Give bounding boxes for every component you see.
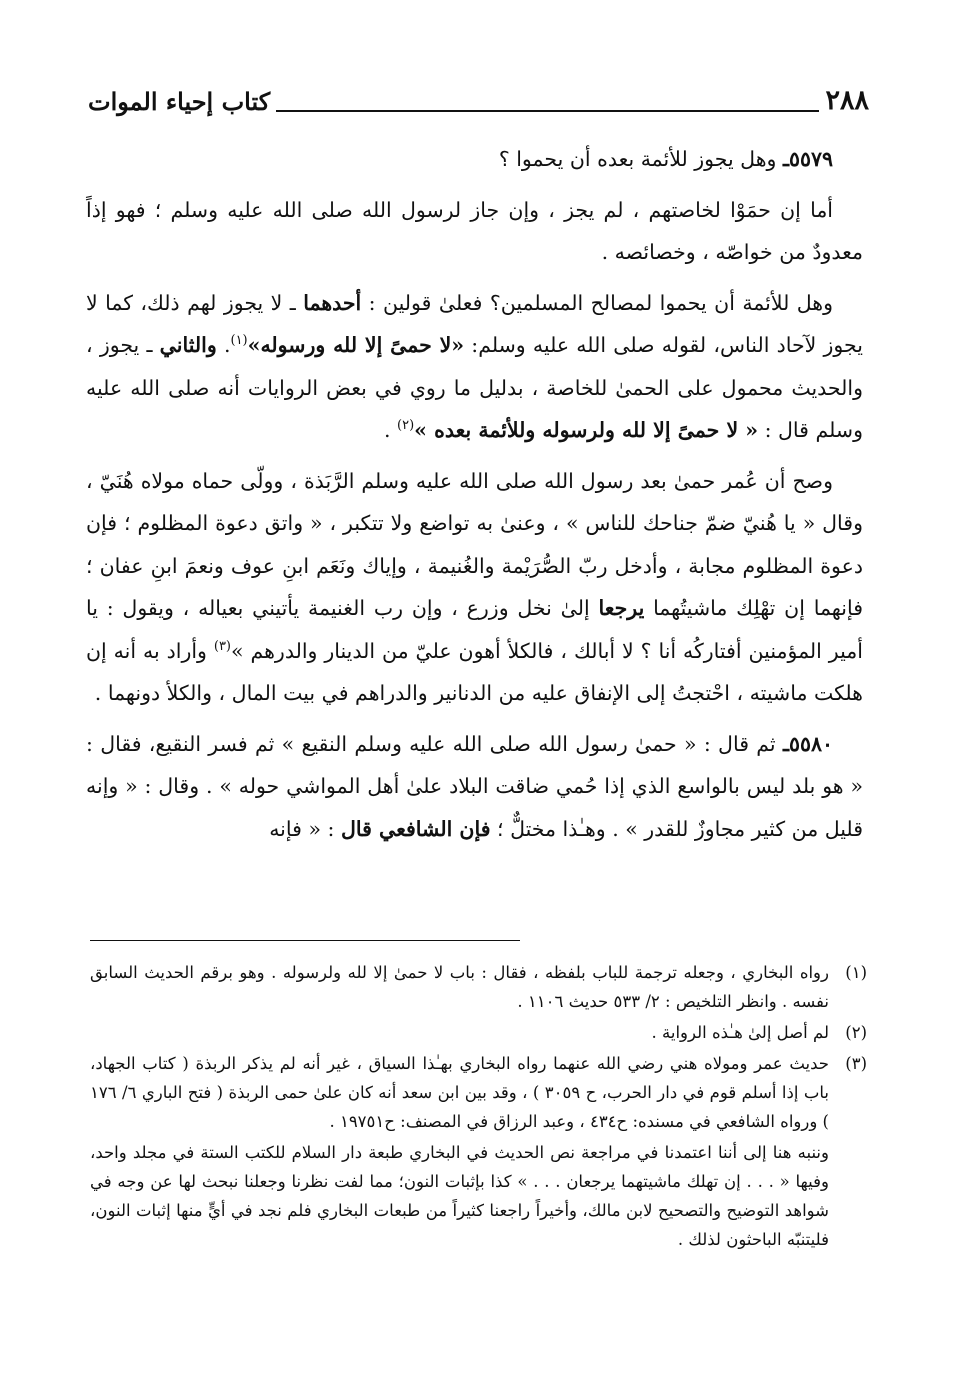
text-run: وأراد به أنه إن هلكت ماشيته ، احْتجتُ إلى الإنفاق عليه من الدنانير والدراهم في بيت المال ، والكلأ دونهما . — [86, 638, 863, 705]
hadith-quote: « لا حمىً إلا لله ولرسوله وللأئمة بعده » — [414, 418, 759, 442]
text-run: إلىٰ نخل وزرع ، وإن رب الغنيمة يأتيني بعياله ، ويقول : يا أمير المؤمنين أفتاركُه أنا ؟ لا أبالك ، فالكلأ أهون عليّ من الدينار والدرهم » — [86, 596, 863, 663]
paragraph-1: أما إن حمَوْا لخاصتهم ، لم يجز ، وإن جاز لرسول الله صلى الله عليه وسلم ؛ فهو إذاً معدودٌ من خواصّه ، وخصائصه . — [86, 197, 863, 264]
footnote-ref[interactable]: (٢) — [397, 418, 415, 434]
footnote-number: (٢) — [845, 1023, 867, 1042]
footnote-ref[interactable]: (١) — [230, 333, 248, 349]
question-number: ٥٥٧٩ـ — [782, 147, 833, 171]
bold-term: يرجعا — [598, 596, 645, 620]
question-text: وهل يجوز للأئمة بعده أن يحموا ؟ — [498, 147, 783, 171]
footnote-1 — [90, 958, 867, 1016]
question-5580 — [86, 723, 863, 851]
text-run: : « فإنه — [269, 816, 341, 841]
question-number: ٥٥٨٠ـ — [782, 731, 833, 756]
footnote-3 — [90, 1049, 867, 1136]
running-title: كتاب إحياء الموات — [88, 87, 271, 116]
footnotes — [90, 958, 867, 1254]
paragraph-3 — [86, 460, 863, 715]
bold-term: أحدهما — [303, 290, 362, 315]
page-number: ٢٨٨ — [825, 85, 869, 116]
text-run: . — [383, 418, 398, 442]
bold-term: والثاني — [159, 333, 217, 357]
page-header — [88, 78, 869, 118]
text-run: . — [216, 333, 231, 357]
footnote-2 — [90, 1018, 867, 1047]
text-run: ثم قال : « حمىٰ رسول الله صلى الله عليه وسلم النقيع » ثم فسر النقيع، فقال : « هو بلد ليس بالواسع الذي إذا حُمي ضاقت البلاد علىٰ أهل المواشي حوله » . وقال : « وإنه قليل من كثير مجاوزٌ للقدر » . وهـٰذا مختلٌّ ؛ — [86, 731, 863, 841]
question-5579 — [86, 138, 863, 181]
footnote-number: (٣) — [845, 1054, 867, 1073]
text-run: وهل للأئمة أن يحموا لمصالح المسلمين؟ فعلىٰ قولين : — [361, 290, 834, 315]
footnote-text: رواه البخاري ، وجعله ترجمة للباب بلفظه ، فقال : باب لا حمىٰ إلا لله ولرسوله . وهو برقم الحديث السابق نفسه . وانظر التلخيص : ٢/ ٥٣٣ حديث ١١٠٦ . — [90, 963, 829, 1011]
footnote-text: لم أصل إلىٰ هـٰذه الرواية . — [651, 1023, 829, 1042]
main-text — [86, 138, 863, 858]
hadith-quote: «لا حمىً إلا لله ورسوله» — [247, 333, 465, 357]
bold-term: فإن الشافعي قال — [340, 816, 491, 841]
text-run: وصح أن عُمر حمىٰ بعد رسول الله صلى الله عليه وسلم الرَّبَذة ، وولّى حماه مولاه هُنَيّ ، وقال « يا هُنيّ ضمّ جناحك للناس » ، وعنىٰ به تواضع ولا تتكبر ، « واتق دعوة المظلوم ؛ فإن دعوة المظلوم مجابة ، وأدخل ربّ الصُّرَيْمة والغُنيمة ، وإياك ونَعَم ابنِ عوف ونعمَ ابنِ عفان ؛ فإنهما إن تهْلِك ماشيتُهما — [86, 468, 864, 620]
text-run: ـ يجوز ، والحديث محمول على الحمىٰ للخاصة ، بدليل ما روي في بعض الروايات أنه صلى الله عليه وسلم قال : — [86, 333, 863, 442]
header-rule — [276, 110, 819, 112]
text-run: ـ لا يجوز لهم ذلك، كما لا يجوز لآحاد الناس، لقوله صلى الله عليه وسلم: — [86, 290, 863, 357]
footnote-separator — [90, 940, 520, 941]
footnote-3-note: وننبه هنا إلى أننا اعتمدنا في مراجعة نص الحديث في البخاري طبعة دار السلام للكتب الستة في مجلد واحد، وفيها « . . . إن تهلك ماشيتهما يرجعان . . . » كذا بإثبات النون؛ مما لفت نظرنا وجعلنا نبحث لها عن وجه في شواهد التوضيح والتصحيح لابن مالك، وأخيراً راجعنا كثيراً من طبعات البخاري فلم نجد في أيٍّ منها إثبات النون، فليتنبّه الباحثون لذلك . — [90, 1143, 829, 1249]
footnote-number: (١) — [845, 963, 867, 982]
footnote-ref[interactable]: (٣) — [213, 638, 231, 654]
footnote-text: حديث عمر ومولاه هني رضي الله عنهما رواه البخاري بهـٰذا السياق ، غير أنه لم يذكر الربذة ( كتاب الجهاد، باب إذا أسلم قوم في دار الحرب، ح ٣٠٥٩ ) ، وقد بين ابن سعد أنه كان علىٰ حمى الربذة ( فتح الباري ٦/ ١٧٦ ) ورواه الشافعي في مسنده: ح٤٣٤ ، وعبد الرزاق في المصنف: ح١٩٧٥١ . — [90, 1054, 829, 1131]
paragraph-2 — [86, 282, 863, 452]
